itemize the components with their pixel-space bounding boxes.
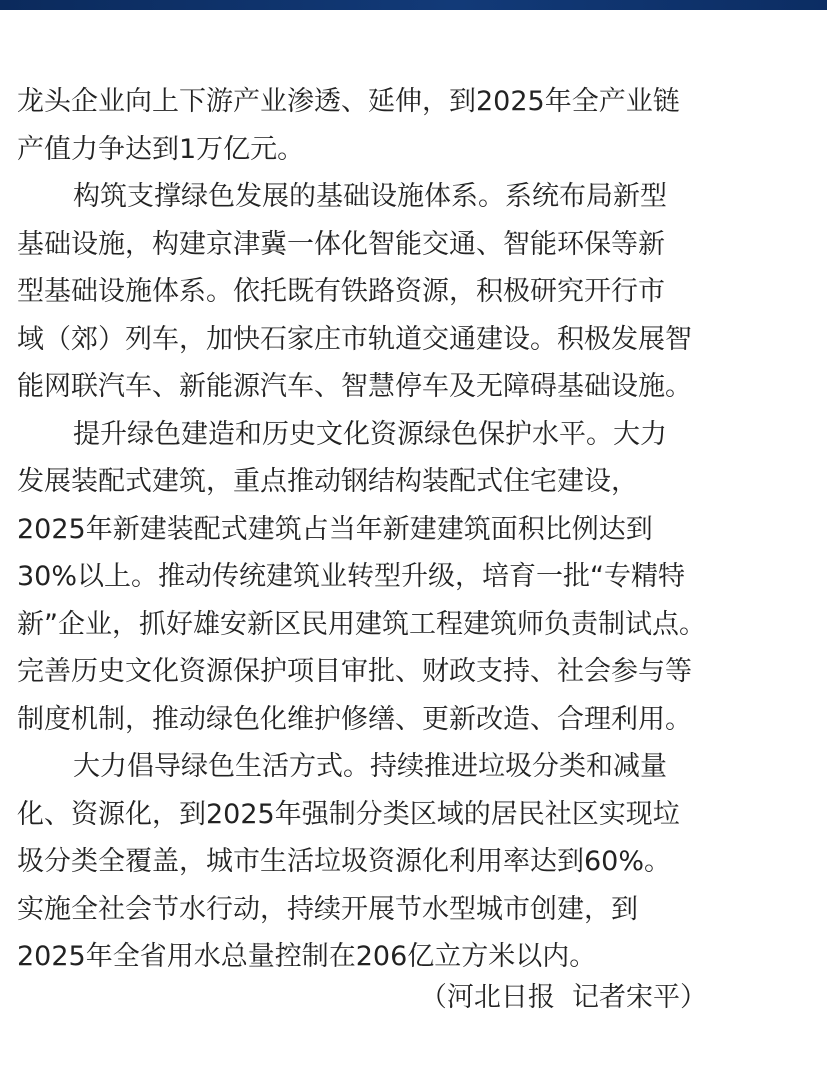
text-line: 圾分类全覆盖，城市生活垃圾资源化利用率达到60%。 [17, 846, 672, 877]
text-line: 新”企业，抓好雄安新区民用建筑工程建筑师负责制试点。 [17, 608, 706, 640]
text-line: 能网联汽车、新能源汽车、智慧停车及无障碍基础设施。 [17, 371, 692, 402]
text-line: 发展装配式建筑，重点推动钢结构装配式住宅建设， [17, 466, 638, 497]
text-line: 实施全社会节水行动，持续开展节水型城市创建，到 [17, 893, 638, 925]
text-line: 大力倡导绿色生活方式。持续推进垃圾分类和减量 [73, 751, 667, 782]
text-line: 域（郊）列车，加快石家庄市轨道交通建设。积极发展智 [17, 323, 692, 355]
header-accent-bar [0, 0, 827, 10]
text-line: 化、资源化，到2025年强制分类区域的居民社区实现垃 [17, 798, 680, 830]
text-line: 提升绿色建造和历史文化资源绿色保护水平。大力 [73, 418, 667, 450]
text-line: 基础设施，构建京津冀一体化智能交通、智能环保等新 [17, 228, 665, 260]
paragraph [17, 743, 717, 981]
text-line: 30%以上。推动传统建筑业转型升级，培育一批“专精特 [17, 561, 685, 592]
paragraph [17, 173, 717, 411]
paragraph [17, 411, 717, 744]
text-line: 2025年新建装配式建筑占当年新建建筑面积比例达到 [17, 513, 653, 545]
text-line: 产值力争达到1万亿元。 [17, 133, 305, 165]
text-line: 型基础设施体系。依托既有铁路资源，积极研究开行市 [17, 276, 665, 307]
text-line: 2025年全省用水总量控制在206亿立方米以内。 [17, 941, 597, 972]
text-line: 构筑支撑绿色发展的基础设施体系。系统布局新型 [73, 181, 667, 212]
text-line: 龙头企业向上下游产业渗透、延伸，到2025年全产业链 [17, 86, 680, 117]
text-line: 完善历史文化资源保护项目审批、财政支持、社会参与等 [17, 656, 692, 687]
text-line: 制度机制，推动绿色化维护修缮、更新改造、合理利用。 [17, 703, 692, 735]
article-body [17, 78, 717, 981]
paragraph [17, 78, 717, 173]
article-source-credit: （河北日报 记者宋平） [419, 982, 707, 1013]
